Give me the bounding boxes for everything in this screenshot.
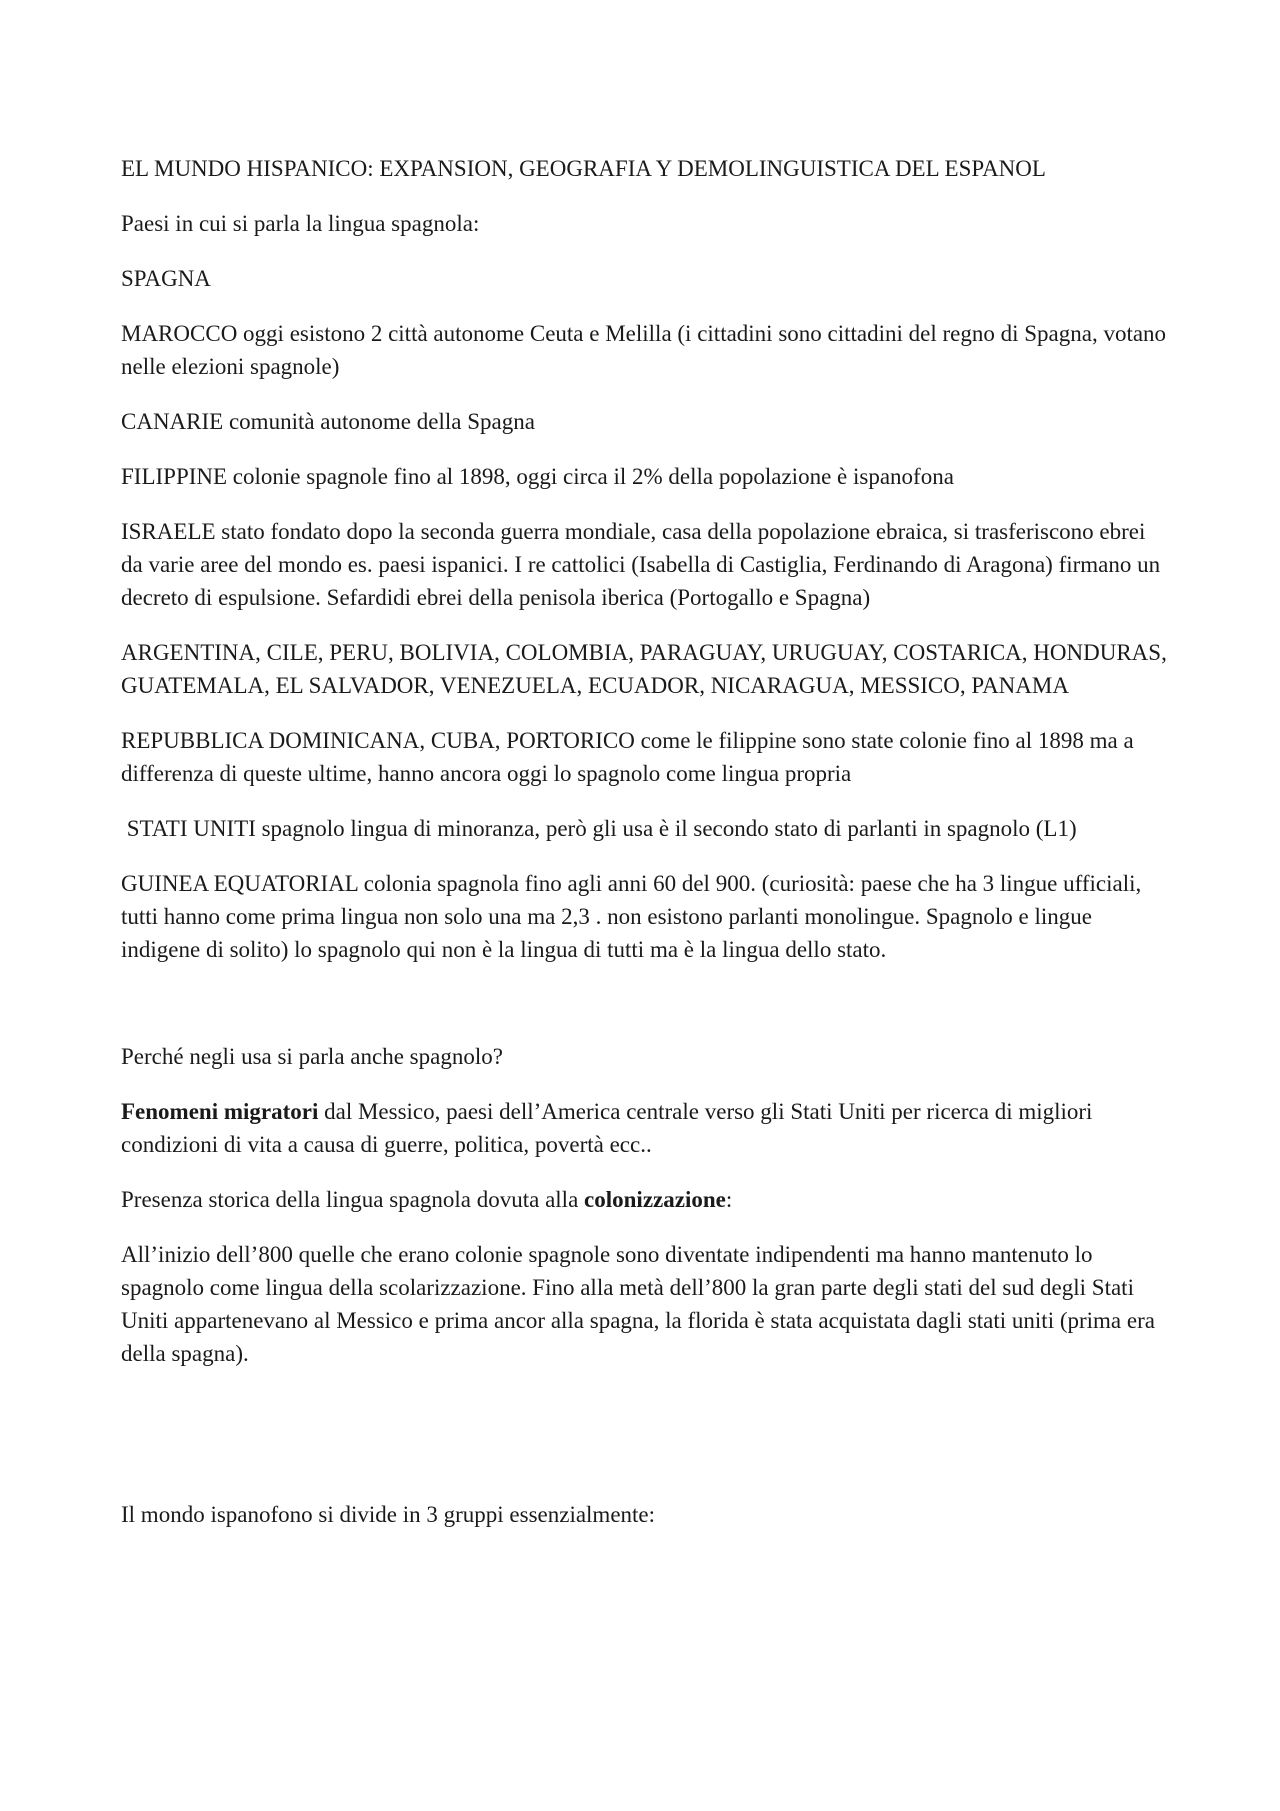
- colonization-bold-term: colonizzazione: [584, 1187, 726, 1212]
- groups-intro-paragraph: Il mondo ispanofono si divide in 3 gruppi essenzialmente:: [121, 1502, 656, 1527]
- colonization-text-before: Presenza storica della lingua spagnola dovuta alla: [121, 1187, 585, 1212]
- country-paragraph: STATI UNITI spagnolo lingua di minoranza, però gli usa è il secondo stato di parlanti in spagnolo (L1): [121, 816, 1077, 841]
- country-paragraph: REPUBBLICA DOMINICANA, CUBA, PORTORICO come le filippine sono state colonie fino al 1898 ma a differenza di queste ultime, hanno ancora oggi lo spagnolo come lingua propria: [121, 728, 1134, 786]
- country-paragraph: GUINEA EQUATORIAL colonia spagnola fino agli anni 60 del 900. (curiosità: paese che ha 3 lingue ufficiali, tutti hanno come prima lingua non solo una ma 2,3 . non esistono parlanti monolingue. Spagnolo e lingue indigene di solito) lo spagnolo qui non è la lingua di tutti ma è la lingua dello stato.: [121, 871, 1142, 962]
- country-paragraph: SPAGNA: [121, 266, 211, 291]
- document-body: [121, 152, 1171, 1553]
- country-paragraph: ISRAELE stato fondato dopo la seconda guerra mondiale, casa della popolazione ebraica, si trasferiscono ebrei da varie aree del mondo es. paesi ispanici. I re cattolici (Isabella di Castiglia, Ferdinando di Aragona) firmano un decreto di espulsione. Sefardidi ebrei della penisola iberica (Portogallo e Spagna): [121, 519, 1161, 610]
- migration-paragraph: [121, 1095, 1171, 1161]
- country-paragraph: CANARIE comunità autonome della Spagna: [121, 409, 535, 434]
- colonization-text-after: :: [725, 1187, 733, 1212]
- colonization-paragraph: [121, 1183, 1171, 1216]
- country-paragraph: MAROCCO oggi esistono 2 città autonome Ceuta e Melilla (i cittadini sono cittadini del regno di Spagna, votano nelle elezioni spagnole): [121, 321, 1167, 379]
- history-paragraph: All’inizio dell’800 quelle che erano colonie spagnole sono diventate indipendenti ma hanno mantenuto lo spagnolo come lingua della scolarizzazione. Fino alla metà dell’800 la gran parte degli stati del sud degli Stati Uniti appartenevano al Messico e prima ancor alla spagna, la florida è stata acquistata dagli stati uniti (prima era della spagna).: [121, 1242, 1155, 1366]
- migration-bold-term: Fenomeni migratori: [121, 1099, 319, 1124]
- question-paragraph: Perché negli usa si parla anche spagnolo?: [121, 1044, 503, 1069]
- intro-paragraph: Paesi in cui si parla la lingua spagnola:: [121, 211, 480, 236]
- country-paragraph: ARGENTINA, CILE, PERU, BOLIVIA, COLOMBIA, PARAGUAY, URUGUAY, COSTARICA, HONDURAS, GUATEMALA, EL SALVADOR, VENEZUELA, ECUADOR, NICARAGUA, MESSICO, PANAMA: [121, 640, 1167, 698]
- document-title: EL MUNDO HISPANICO: EXPANSION, GEOGRAFIA Y DEMOLINGUISTICA DEL ESPANOL: [121, 156, 1046, 181]
- country-paragraph: FILIPPINE colonie spagnole fino al 1898, oggi circa il 2% della popolazione è ispanofona: [121, 464, 954, 489]
- migration-text: dal Messico, paesi dell’America centrale verso gli Stati Uniti per ricerca di migliori condizioni di vita a causa di guerre, politica, povertà ecc..: [121, 1099, 1093, 1157]
